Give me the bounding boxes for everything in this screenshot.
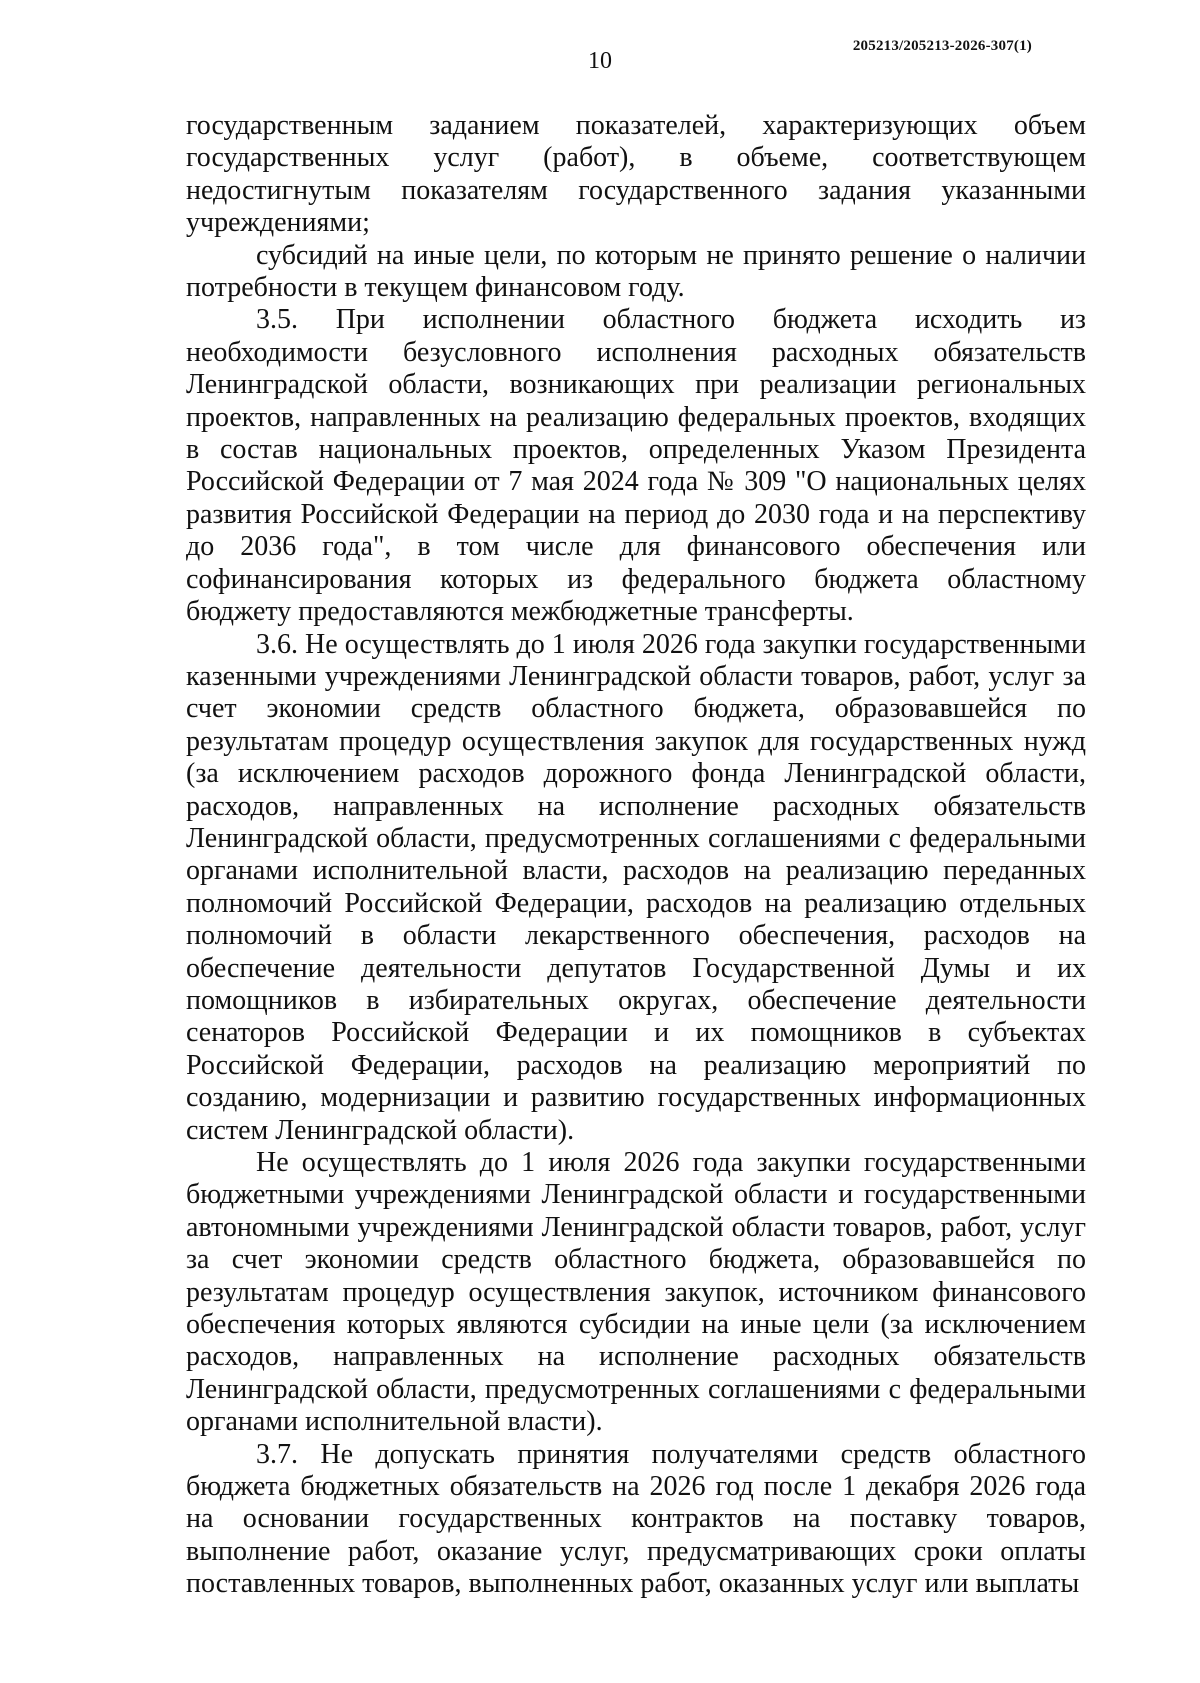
page-number: 10 xyxy=(588,48,612,74)
document-body xyxy=(186,110,1086,1601)
paragraph-clause-3-6-part-2: Не осуществлять до 1 июля 2026 года закупки государственными бюджетными учреждениями Ленинградской области и государственными автономными учреждениями Ленинградской области товаров, работ, услуг за счет экономии средств областного бюджета, образовавшейся по результатам процедур осуществления закупок, источником финансового обеспечения которых являются субсидии на иные цели (за исключением расходов, направленных на исполнение расходных обязательств Ленинградской области, предусмотренных соглашениями с федеральными органами исполнительной власти). xyxy=(186,1147,1086,1438)
paragraph-clause-3-7: 3.7. Не допускать принятия получателями средств областного бюджета бюджетных обязательств на 2026 год после 1 декабря 2026 года на основании государственных контрактов на поставку товаров, выполнение работ, оказание услуг, предусматривающих сроки оплаты поставленных товаров, выполненных работ, оказанных услуг или выплаты xyxy=(186,1438,1086,1600)
paragraph-continuation: государственным заданием показателей, характеризующих объем государственных услуг (работ), в объеме, соответствующем недостигнутым показателям государственного задания указанными учреждениями; xyxy=(186,110,1086,239)
document-code: 205213/205213-2026-307(1) xyxy=(852,38,1032,54)
paragraph-clause-3-5: 3.5. При исполнении областного бюджета исходить из необходимости безусловного исполнения расходных обязательств Ленинградской области, возникающих при реализации региональных проектов, направленных на реализацию федеральных проектов, входящих в состав национальных проектов, определенных Указом Президента Российской Федерации от 7 мая 2024 года № 309 "О национальных целях развития Российской Федерации на период до 2030 года и на перспективу до 2036 года", в том числе для финансового обеспечения или софинансирования которых из федерального бюджета областному бюджету предоставляются межбюджетные трансферты. xyxy=(186,304,1086,628)
paragraph-clause-3-6: 3.6. Не осуществлять до 1 июля 2026 года закупки государственными казенными учреждениями Ленинградской области товаров, работ, услуг за счет экономии средств областного бюджета, образовавшейся по результатам процедур осуществления закупок для государственных нужд (за исключением расходов дорожного фонда Ленинградской области, расходов, направленных на исполнение расходных обязательств Ленинградской области, предусмотренных соглашениями с федеральными органами исполнительной власти, расходов на реализацию переданных полномочий Российской Федерации, расходов на реализацию отдельных полномочий в области лекарственного обеспечения, расходов на обеспечение деятельности депутатов Государственной Думы и их помощников в избирательных округах, обеспечение деятельности сенаторов Российской Федерации и их помощников в субъектах Российской Федерации, расходов на реализацию мероприятий по созданию, модернизации и развитию государственных информационных систем Ленинградской области). xyxy=(186,628,1086,1146)
paragraph-subsidies: субсидий на иные цели, по которым не принято решение о наличии потребности в текущем финансовом году. xyxy=(186,239,1086,304)
